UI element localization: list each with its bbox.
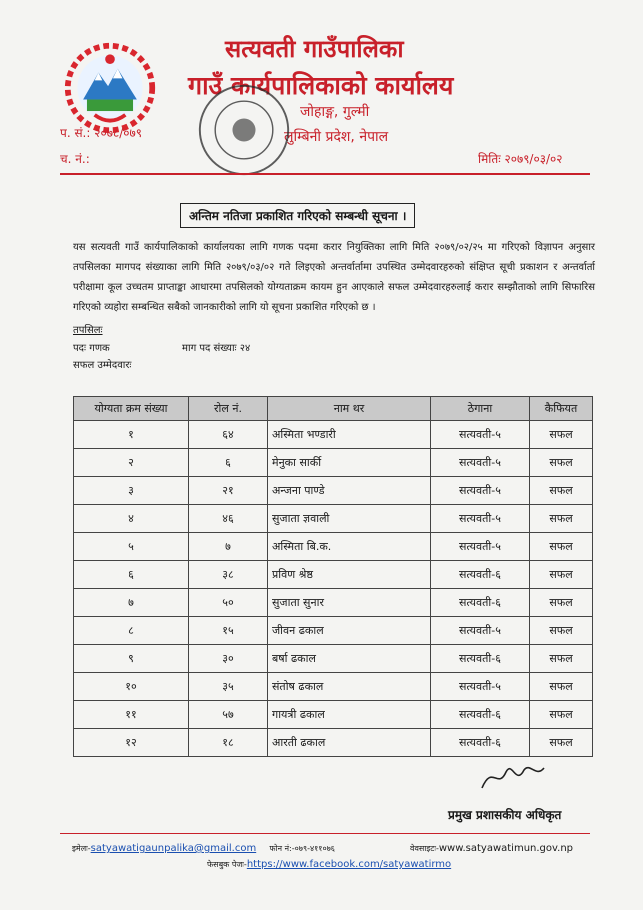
cell-name: अस्मिता भण्डारी	[268, 421, 431, 449]
cell-roll: ६४	[189, 421, 268, 449]
cell-roll: ५७	[189, 701, 268, 729]
table-row	[74, 701, 593, 729]
cell-name: आरती ढकाल	[268, 729, 431, 757]
table-row	[74, 673, 593, 701]
cell-rank: १२	[74, 729, 189, 757]
email-link[interactable]: satyawatigaunpalika@gmail.com	[90, 843, 257, 854]
cell-rank: ८	[74, 617, 189, 645]
dispatch-number: च. नं.:	[60, 152, 90, 166]
cell-roll: ३०	[189, 645, 268, 673]
cell-roll: १५	[189, 617, 268, 645]
office-stamp	[196, 82, 292, 178]
cell-roll: ६	[189, 449, 268, 477]
cell-name: सुजाता सुनार	[268, 589, 431, 617]
notice-body: यस सत्यवती गाउँ कार्यपालिकाको कार्यालयका लागि गणक पदमा करार नियुक्तिका लागि मिति २०७९/०२/२५ मा गरिएको विज्ञापन अनुसार तपसिलका मागपद संख्याका लागि मिति २०७९/०३/०२ गते लिइएको अन्तर्वार्तामा उपस्थित उम्मेदवारहरुको संक्षिप्त सूची प्रकाशन र अन्तर्वार्ता परीक्षामा कूल उच्चतम प्राप्ताङ्का आधारमा तपसिलको योग्यताक्रम कायम हुन आएकाले सफल उम्मेदवारहरुलाई करार सम्झौताको लागि सिफारिस गरिएको व्यहोरा सम्बन्धित सबैको जानकारीको लागि यो सूचना प्रकाशित गरिएको छ ।	[73, 242, 595, 313]
cell-name: बर्षा ढकाल	[268, 645, 431, 673]
cell-roll: ५०	[189, 589, 268, 617]
signatory-title: प्रमुख प्रशासकीय अधिकृत	[448, 808, 562, 822]
cell-address: सत्यवती-६	[431, 701, 530, 729]
municipality-name: सत्यवती गाउँपालिका	[225, 35, 404, 63]
demand-count: माग पद संख्याः २४	[182, 343, 251, 354]
cell-name: गायत्री ढकाल	[268, 701, 431, 729]
cell-address: सत्यवती-६	[431, 589, 530, 617]
facebook-label: फेसबुक पेजः-	[207, 860, 247, 869]
cell-address: सत्यवती-५	[431, 505, 530, 533]
cell-remarks: सफल	[530, 617, 593, 645]
table-row	[74, 589, 593, 617]
cell-roll: १८	[189, 729, 268, 757]
details-label: तपसिलः	[73, 325, 103, 336]
cell-rank: ४	[74, 505, 189, 533]
cell-remarks: सफल	[530, 729, 593, 757]
header-roll: रोल नं.	[189, 397, 268, 421]
footer-facebook	[207, 859, 451, 870]
table-row	[74, 729, 593, 757]
cell-name: प्रविण श्रेष्ठ	[268, 561, 431, 589]
cell-remarks: सफल	[530, 421, 593, 449]
cell-address: सत्यवती-६	[431, 561, 530, 589]
notice-date: मितिः २०७९/०३/०२	[478, 152, 563, 166]
website-label: वेवसाइटः-	[410, 844, 439, 853]
cell-remarks: सफल	[530, 561, 593, 589]
cell-remarks: सफल	[530, 533, 593, 561]
cell-name: संतोष ढकाल	[268, 673, 431, 701]
table-row	[74, 645, 593, 673]
cell-remarks: सफल	[530, 477, 593, 505]
cell-rank: १०	[74, 673, 189, 701]
table-row	[74, 561, 593, 589]
cell-name: अस्मिता बि.क.	[268, 533, 431, 561]
notice-title: अन्तिम नतिजा प्रकाशित गरिएको सम्बन्धी सूचना ।	[180, 203, 415, 228]
email-label: इमेलः-	[72, 844, 91, 853]
successful-label: सफल उम्मेदवारः	[73, 360, 132, 371]
cell-remarks: सफल	[530, 701, 593, 729]
cell-address: सत्यवती-५	[431, 449, 530, 477]
office-name: गाउँ कार्यपालिकाको कार्यालय	[188, 71, 454, 100]
header-remarks: कैफियत	[530, 397, 593, 421]
cell-roll: ३८	[189, 561, 268, 589]
header-divider	[60, 173, 590, 175]
signature-mark	[478, 760, 548, 794]
cell-rank: १	[74, 421, 189, 449]
cell-rank: ६	[74, 561, 189, 589]
cell-remarks: सफल	[530, 673, 593, 701]
cell-roll: ७	[189, 533, 268, 561]
cell-remarks: सफल	[530, 505, 593, 533]
office-location: जोहाङ्ग, गुल्मी	[300, 104, 370, 120]
cell-rank: २	[74, 449, 189, 477]
cell-address: सत्यवती-५	[431, 673, 530, 701]
cell-rank: ९	[74, 645, 189, 673]
header-rank: योग्यता क्रम संख्या	[74, 397, 189, 421]
table-row	[74, 617, 593, 645]
cell-roll: ३५	[189, 673, 268, 701]
table-row	[74, 477, 593, 505]
cell-roll: ४६	[189, 505, 268, 533]
cell-address: सत्यवती-६	[431, 645, 530, 673]
table-header-row	[74, 397, 593, 421]
table-row	[74, 533, 593, 561]
cell-rank: ३	[74, 477, 189, 505]
table-row	[74, 505, 593, 533]
cell-address: सत्यवती-५	[431, 477, 530, 505]
office-province: लुम्बिनी प्रदेश, नेपाल	[284, 129, 389, 145]
phone-number: फोन नं:-०७९-४११०७६	[269, 844, 335, 853]
cell-address: सत्यवती-५	[431, 421, 530, 449]
table-row	[74, 421, 593, 449]
cell-name: सुजाता ज्ञवाली	[268, 505, 431, 533]
footer-divider	[60, 833, 590, 834]
cell-name: अन्जना पाण्डे	[268, 477, 431, 505]
cell-address: सत्यवती-६	[431, 729, 530, 757]
website-link[interactable]: www.satyawatimun.gov.np	[438, 843, 574, 854]
table-row	[74, 449, 593, 477]
results-table	[73, 396, 593, 757]
cell-remarks: सफल	[530, 645, 593, 673]
facebook-link[interactable]: https://www.facebook.com/satyawatirmo	[246, 859, 452, 870]
post-label: पदः गणक	[73, 343, 110, 354]
header-name: नाम थर	[268, 397, 431, 421]
cell-remarks: सफल	[530, 449, 593, 477]
cell-address: सत्यवती-५	[431, 533, 530, 561]
cell-roll: २१	[189, 477, 268, 505]
footer-contact	[72, 843, 335, 854]
footer-website	[410, 843, 573, 854]
cell-rank: ११	[74, 701, 189, 729]
cell-rank: ७	[74, 589, 189, 617]
cell-address: सत्यवती-५	[431, 617, 530, 645]
cell-name: जीवन ढकाल	[268, 617, 431, 645]
cell-rank: ५	[74, 533, 189, 561]
cell-remarks: सफल	[530, 589, 593, 617]
reference-number: प. सं.: २०७८/०७९	[60, 126, 142, 140]
nepal-emblem-icon	[62, 40, 158, 136]
header-address: ठेगाना	[431, 397, 530, 421]
cell-name: मेनुका सार्की	[268, 449, 431, 477]
